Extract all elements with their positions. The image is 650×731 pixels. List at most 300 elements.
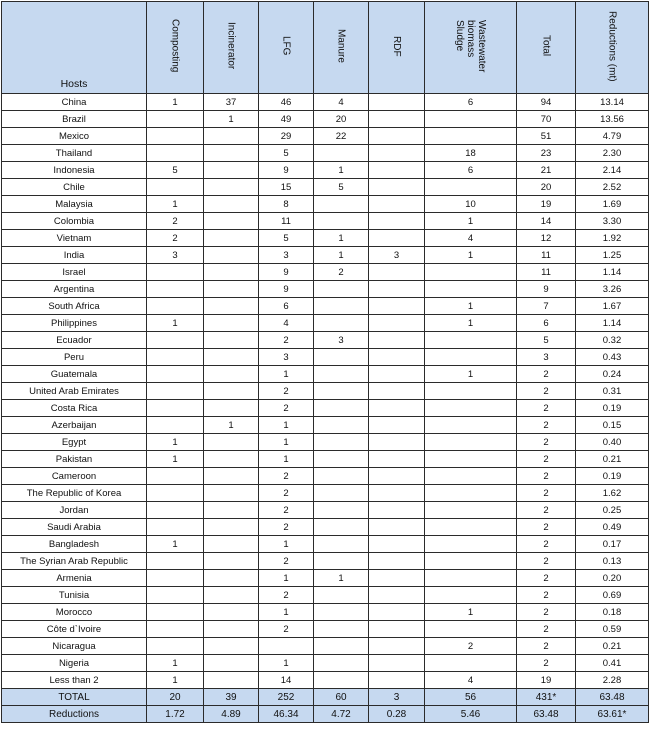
rdf-cell <box>369 621 425 638</box>
host-cell: Tunisia <box>2 587 147 604</box>
manure-cell <box>314 553 369 570</box>
composting-cell <box>147 264 204 281</box>
table-row <box>2 349 649 366</box>
rdf-cell <box>369 230 425 247</box>
manure-cell: 1 <box>314 247 369 264</box>
incinerator-cell <box>204 553 259 570</box>
wastewater-cell <box>425 179 517 196</box>
table-row <box>2 298 649 315</box>
rdf-cell <box>369 400 425 417</box>
wastewater-cell <box>425 111 517 128</box>
composting-cell <box>147 349 204 366</box>
wastewater-cell <box>425 349 517 366</box>
reductions-cell: 2.52 <box>576 179 649 196</box>
incinerator-cell <box>204 230 259 247</box>
manure-cell: 22 <box>314 128 369 145</box>
rdf-cell <box>369 366 425 383</box>
composting-cell <box>147 298 204 315</box>
incinerator-cell: 39 <box>204 689 259 706</box>
wastewater-cell <box>425 553 517 570</box>
host-cell: Philippines <box>2 315 147 332</box>
rdf-cell <box>369 179 425 196</box>
composting-cell: 3 <box>147 247 204 264</box>
wastewater-cell <box>425 621 517 638</box>
wastewater-cell: 1 <box>425 315 517 332</box>
manure-cell: 1 <box>314 162 369 179</box>
manure-cell: 1 <box>314 230 369 247</box>
rdf-cell <box>369 281 425 298</box>
manure-header: Manure <box>314 2 369 94</box>
incinerator-cell <box>204 298 259 315</box>
composting-cell: 1 <box>147 655 204 672</box>
reductions-cell: 1.62 <box>576 485 649 502</box>
lfg-cell: 15 <box>259 179 314 196</box>
incinerator-cell <box>204 570 259 587</box>
reductions-cell: 0.49 <box>576 519 649 536</box>
rdf-cell <box>369 553 425 570</box>
table-row <box>2 247 649 264</box>
manure-cell <box>314 196 369 213</box>
lfg-cell: 1 <box>259 366 314 383</box>
wastewater-cell <box>425 502 517 519</box>
table-row <box>2 502 649 519</box>
table-row <box>2 604 649 621</box>
wastewater-cell: 1 <box>425 213 517 230</box>
wastewater-cell <box>425 587 517 604</box>
incinerator-cell <box>204 536 259 553</box>
lfg-cell: 1 <box>259 604 314 621</box>
total-cell: 2 <box>517 536 576 553</box>
manure-cell <box>314 519 369 536</box>
incinerator-cell <box>204 196 259 213</box>
rdf-cell <box>369 162 425 179</box>
reductions-cell: 0.13 <box>576 553 649 570</box>
total-cell: 431* <box>517 689 576 706</box>
manure-cell: 20 <box>314 111 369 128</box>
host-cell: Cameroon <box>2 468 147 485</box>
host-cell: Costa Rica <box>2 400 147 417</box>
reductions-cell: 2.28 <box>576 672 649 689</box>
wastewater-cell <box>425 655 517 672</box>
reductions-cell: 2.14 <box>576 162 649 179</box>
lfg-cell: 2 <box>259 553 314 570</box>
total-cell: 19 <box>517 672 576 689</box>
table-row <box>2 638 649 655</box>
lfg-cell: 3 <box>259 247 314 264</box>
host-cell: Nicaragua <box>2 638 147 655</box>
rdf-cell <box>369 655 425 672</box>
total-cell: 3 <box>517 349 576 366</box>
host-cell: The Republic of Korea <box>2 485 147 502</box>
host-cell: Mexico <box>2 128 147 145</box>
composting-cell <box>147 502 204 519</box>
manure-cell: 4 <box>314 94 369 111</box>
total-cell: 7 <box>517 298 576 315</box>
manure-cell <box>314 672 369 689</box>
rdf-cell <box>369 519 425 536</box>
composting-cell <box>147 128 204 145</box>
table-row <box>2 162 649 179</box>
total-cell: 11 <box>517 247 576 264</box>
table-row <box>2 672 649 689</box>
wastewater-cell <box>425 519 517 536</box>
table-row <box>2 485 649 502</box>
host-cell: Indonesia <box>2 162 147 179</box>
lfg-cell: 1 <box>259 536 314 553</box>
rdf-cell <box>369 434 425 451</box>
host-cell: Argentina <box>2 281 147 298</box>
manure-cell <box>314 213 369 230</box>
lfg-cell: 1 <box>259 451 314 468</box>
lfg-cell: 2 <box>259 400 314 417</box>
wastewater-cell: 4 <box>425 230 517 247</box>
rdf-cell <box>369 349 425 366</box>
incinerator-cell <box>204 315 259 332</box>
composting-cell: 1 <box>147 451 204 468</box>
table-row <box>2 213 649 230</box>
reductions-cell: 0.21 <box>576 451 649 468</box>
lfg-cell: 11 <box>259 213 314 230</box>
composting-header: Composting <box>147 2 204 94</box>
wastewater-cell <box>425 570 517 587</box>
lfg-cell: 29 <box>259 128 314 145</box>
manure-cell <box>314 655 369 672</box>
incinerator-cell <box>204 672 259 689</box>
rdf-cell: 0.28 <box>369 706 425 723</box>
host-cell: Jordan <box>2 502 147 519</box>
total-cell: 51 <box>517 128 576 145</box>
lfg-cell: 1 <box>259 434 314 451</box>
manure-cell <box>314 604 369 621</box>
reductions-cell: 0.31 <box>576 383 649 400</box>
composting-cell <box>147 281 204 298</box>
wastewater-cell: 1 <box>425 298 517 315</box>
rdf-cell <box>369 383 425 400</box>
composting-cell <box>147 179 204 196</box>
composting-cell: 20 <box>147 689 204 706</box>
reductions-cell: 0.32 <box>576 332 649 349</box>
manure-cell <box>314 434 369 451</box>
wastewater-cell <box>425 400 517 417</box>
rdf-cell <box>369 604 425 621</box>
total-cell: 2 <box>517 519 576 536</box>
lfg-cell: 5 <box>259 145 314 162</box>
manure-cell <box>314 638 369 655</box>
rdf-cell <box>369 111 425 128</box>
composting-cell: 2 <box>147 213 204 230</box>
incinerator-cell: 4.89 <box>204 706 259 723</box>
table-row <box>2 553 649 570</box>
composting-cell <box>147 332 204 349</box>
host-cell: Peru <box>2 349 147 366</box>
composting-cell: 1.72 <box>147 706 204 723</box>
lfg-cell: 1 <box>259 417 314 434</box>
reductions-cell: 63.61* <box>576 706 649 723</box>
manure-cell <box>314 383 369 400</box>
host-cell: Israel <box>2 264 147 281</box>
incinerator-cell: 1 <box>204 111 259 128</box>
total-cell: 21 <box>517 162 576 179</box>
reductions-cell: 1.14 <box>576 315 649 332</box>
incinerator-cell <box>204 349 259 366</box>
reductions-cell: 1.25 <box>576 247 649 264</box>
reductions-cell: 4.79 <box>576 128 649 145</box>
incinerator-cell <box>204 128 259 145</box>
lfg-cell: 252 <box>259 689 314 706</box>
total-cell: 2 <box>517 366 576 383</box>
total-cell: 2 <box>517 383 576 400</box>
reductions-cell: 0.43 <box>576 349 649 366</box>
wastewater-cell: 1 <box>425 247 517 264</box>
incinerator-header: Incinerator <box>204 2 259 94</box>
composting-cell: 1 <box>147 94 204 111</box>
composting-cell <box>147 570 204 587</box>
composting-cell <box>147 468 204 485</box>
table-row <box>2 332 649 349</box>
total-cell: 9 <box>517 281 576 298</box>
table-row <box>2 655 649 672</box>
manure-cell <box>314 349 369 366</box>
rdf-header: RDF <box>369 2 425 94</box>
host-cell: Azerbaijan <box>2 417 147 434</box>
composting-cell <box>147 417 204 434</box>
reductions-cell: 0.41 <box>576 655 649 672</box>
table-row <box>2 400 649 417</box>
manure-cell <box>314 298 369 315</box>
total-cell: 2 <box>517 621 576 638</box>
composting-cell <box>147 366 204 383</box>
lfg-cell: 1 <box>259 570 314 587</box>
manure-cell <box>314 536 369 553</box>
composting-cell: 1 <box>147 315 204 332</box>
table-row <box>2 230 649 247</box>
wastewater-cell: 10 <box>425 196 517 213</box>
host-cell: Thailand <box>2 145 147 162</box>
table-row <box>2 315 649 332</box>
rdf-cell <box>369 213 425 230</box>
table-row <box>2 383 649 400</box>
total-cell: 5 <box>517 332 576 349</box>
composting-cell <box>147 587 204 604</box>
rdf-cell: 3 <box>369 247 425 264</box>
manure-cell: 60 <box>314 689 369 706</box>
host-cell: China <box>2 94 147 111</box>
composting-cell <box>147 145 204 162</box>
lfg-cell <box>259 638 314 655</box>
table-row <box>2 451 649 468</box>
table-row <box>2 434 649 451</box>
lfg-cell: 6 <box>259 298 314 315</box>
rdf-cell <box>369 485 425 502</box>
rdf-cell <box>369 570 425 587</box>
incinerator-cell <box>204 383 259 400</box>
table-row <box>2 468 649 485</box>
table-row <box>2 264 649 281</box>
total-cell: 23 <box>517 145 576 162</box>
reductions-cell: 0.15 <box>576 417 649 434</box>
incinerator-cell <box>204 264 259 281</box>
composting-cell <box>147 621 204 638</box>
incinerator-cell <box>204 451 259 468</box>
lfg-cell: 2 <box>259 332 314 349</box>
host-cell: Côte d`Ivoire <box>2 621 147 638</box>
composting-cell <box>147 553 204 570</box>
total-cell: 20 <box>517 179 576 196</box>
table-row <box>2 570 649 587</box>
incinerator-cell <box>204 519 259 536</box>
wastewater-cell <box>425 451 517 468</box>
host-cell: South Africa <box>2 298 147 315</box>
host-cell: Armenia <box>2 570 147 587</box>
manure-cell <box>314 621 369 638</box>
reductions-cell: 0.17 <box>576 536 649 553</box>
incinerator-cell <box>204 638 259 655</box>
manure-cell <box>314 281 369 298</box>
footer-row <box>2 689 649 706</box>
total-cell: 2 <box>517 638 576 655</box>
reductions-cell: 1.92 <box>576 230 649 247</box>
rdf-cell <box>369 128 425 145</box>
host-cell: United Arab Emirates <box>2 383 147 400</box>
host-cell: Vietnam <box>2 230 147 247</box>
lfg-cell: 5 <box>259 230 314 247</box>
lfg-cell: 8 <box>259 196 314 213</box>
total-cell: 2 <box>517 400 576 417</box>
manure-cell <box>314 468 369 485</box>
composting-cell <box>147 638 204 655</box>
lfg-cell: 2 <box>259 519 314 536</box>
hosts-header: Hosts <box>2 2 147 94</box>
composting-cell <box>147 519 204 536</box>
composting-cell: 1 <box>147 672 204 689</box>
table-row <box>2 587 649 604</box>
rdf-cell <box>369 315 425 332</box>
rdf-cell: 3 <box>369 689 425 706</box>
rdf-cell <box>369 417 425 434</box>
incinerator-cell <box>204 400 259 417</box>
wastewater-cell <box>425 417 517 434</box>
rdf-cell <box>369 94 425 111</box>
total-cell: 12 <box>517 230 576 247</box>
reductions-cell: 0.24 <box>576 366 649 383</box>
host-cell: Malaysia <box>2 196 147 213</box>
incinerator-cell <box>204 434 259 451</box>
table-row <box>2 145 649 162</box>
lfg-cell: 4 <box>259 315 314 332</box>
lfg-cell: 1 <box>259 655 314 672</box>
host-cell: Egypt <box>2 434 147 451</box>
lfg-cell: 2 <box>259 502 314 519</box>
incinerator-cell <box>204 468 259 485</box>
manure-cell <box>314 502 369 519</box>
table-row <box>2 111 649 128</box>
total-cell: 2 <box>517 553 576 570</box>
reductions-cell: 0.40 <box>576 434 649 451</box>
wastewater-cell: 56 <box>425 689 517 706</box>
lfg-cell: 9 <box>259 162 314 179</box>
lfg-cell: 9 <box>259 264 314 281</box>
rdf-cell <box>369 332 425 349</box>
wastewater-cell: 18 <box>425 145 517 162</box>
footer-row <box>2 706 649 723</box>
reductions-cell: 3.26 <box>576 281 649 298</box>
table-row <box>2 179 649 196</box>
rdf-cell <box>369 672 425 689</box>
reductions-cell: 0.59 <box>576 621 649 638</box>
lfg-cell: 46 <box>259 94 314 111</box>
total-cell: 2 <box>517 451 576 468</box>
incinerator-cell <box>204 604 259 621</box>
incinerator-cell <box>204 587 259 604</box>
wastewater-cell: 6 <box>425 94 517 111</box>
manure-cell <box>314 315 369 332</box>
host-cell: Ecuador <box>2 332 147 349</box>
incinerator-cell <box>204 179 259 196</box>
wastewater-cell <box>425 434 517 451</box>
composting-cell: 1 <box>147 536 204 553</box>
lfg-cell: 14 <box>259 672 314 689</box>
incinerator-cell <box>204 281 259 298</box>
rdf-cell <box>369 298 425 315</box>
header-row <box>2 2 649 94</box>
host-cell: TOTAL <box>2 689 147 706</box>
reductions-cell: 0.19 <box>576 400 649 417</box>
composting-cell: 1 <box>147 434 204 451</box>
incinerator-cell <box>204 621 259 638</box>
rdf-cell <box>369 145 425 162</box>
wastewater-cell <box>425 264 517 281</box>
wastewater-cell <box>425 128 517 145</box>
host-cell: Pakistan <box>2 451 147 468</box>
reductions-header: Reductions (mt) <box>576 2 649 94</box>
table-row <box>2 519 649 536</box>
total-cell: 2 <box>517 655 576 672</box>
rdf-cell <box>369 587 425 604</box>
total-cell: 11 <box>517 264 576 281</box>
total-cell: 2 <box>517 502 576 519</box>
incinerator-cell: 37 <box>204 94 259 111</box>
wastewater-header: Wastewater biomass Sludge <box>425 2 517 94</box>
host-cell: Bangladesh <box>2 536 147 553</box>
reductions-cell: 0.20 <box>576 570 649 587</box>
host-cell: India <box>2 247 147 264</box>
total-cell: 2 <box>517 434 576 451</box>
lfg-cell: 3 <box>259 349 314 366</box>
composting-cell <box>147 111 204 128</box>
total-cell: 14 <box>517 213 576 230</box>
total-cell: 2 <box>517 468 576 485</box>
table-row <box>2 366 649 383</box>
composting-cell <box>147 383 204 400</box>
incinerator-cell <box>204 502 259 519</box>
reductions-cell: 1.14 <box>576 264 649 281</box>
host-cell: Brazil <box>2 111 147 128</box>
total-cell: 2 <box>517 570 576 587</box>
incinerator-cell <box>204 655 259 672</box>
reductions-cell: 13.56 <box>576 111 649 128</box>
table-row <box>2 281 649 298</box>
rdf-cell <box>369 638 425 655</box>
manure-cell <box>314 587 369 604</box>
composting-cell: 1 <box>147 196 204 213</box>
reductions-cell: 1.67 <box>576 298 649 315</box>
incinerator-cell <box>204 162 259 179</box>
rdf-cell <box>369 468 425 485</box>
total-cell: 94 <box>517 94 576 111</box>
table-row <box>2 417 649 434</box>
incinerator-cell <box>204 366 259 383</box>
total-cell: 19 <box>517 196 576 213</box>
